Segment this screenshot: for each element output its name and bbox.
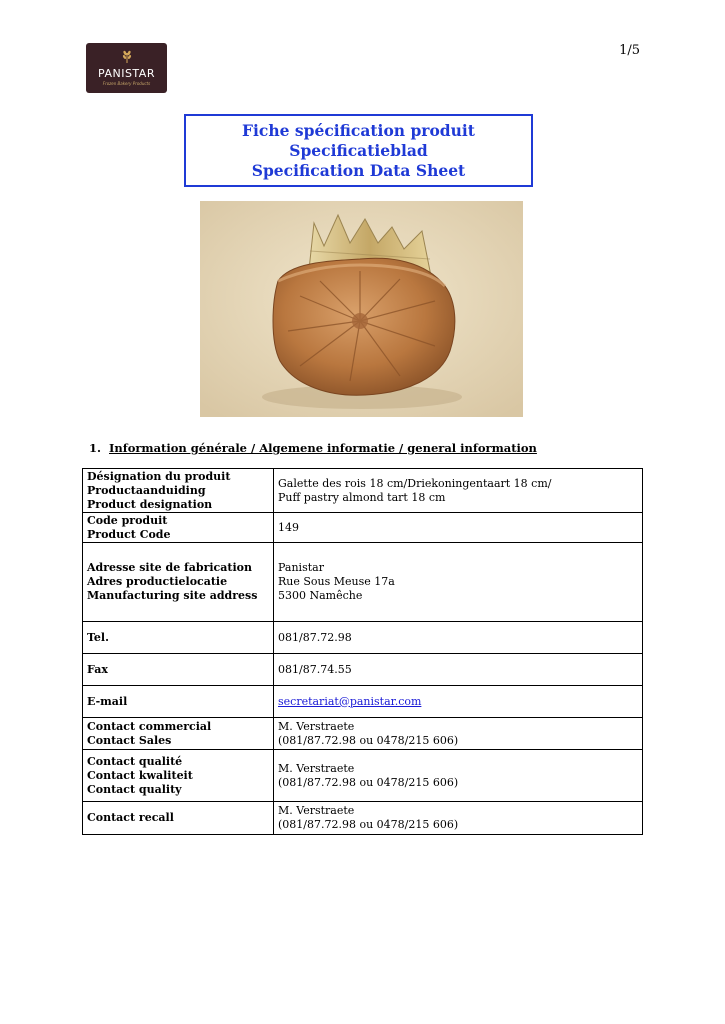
table-row xyxy=(83,513,643,543)
value-line: M. Verstraete xyxy=(278,761,355,775)
row-value xyxy=(274,469,643,513)
label-line: Contact qualité xyxy=(87,754,183,768)
row-value xyxy=(274,802,643,835)
table-row xyxy=(83,622,643,654)
row-value xyxy=(274,622,643,654)
wheat-icon xyxy=(121,49,133,63)
table-row xyxy=(83,654,643,686)
page-number: 1/5 xyxy=(619,43,640,58)
logo-name: PANISTAR xyxy=(98,67,155,80)
value-line: Galette des rois 18 cm/Driekoningentaart 18 cm/ xyxy=(278,476,552,490)
value-line: M. Verstraete xyxy=(278,719,355,733)
table-row xyxy=(83,802,643,835)
value-line: M. Verstraete xyxy=(278,804,355,817)
row-label xyxy=(83,802,274,835)
row-label xyxy=(83,750,274,802)
row-value xyxy=(274,750,643,802)
row-label xyxy=(83,686,274,718)
value-line: Puff pastry almond tart 18 cm xyxy=(278,490,446,504)
row-label xyxy=(83,513,274,543)
section-number: 1. xyxy=(89,441,102,455)
value-line: Panistar xyxy=(278,561,324,574)
label-line: Fax xyxy=(87,662,108,676)
row-value xyxy=(274,513,643,543)
row-label xyxy=(83,718,274,750)
row-value xyxy=(274,686,643,718)
label-line: Contact kwaliteit xyxy=(87,768,193,782)
row-label xyxy=(83,469,274,513)
label-line: Désignation du produit xyxy=(87,469,231,483)
title-dutch: Specificatieblad xyxy=(289,141,428,160)
label-line: Contact quality xyxy=(87,782,182,796)
label-line: Contact recall xyxy=(87,811,174,824)
row-value xyxy=(274,543,643,622)
label-line: Contact Sales xyxy=(87,733,172,747)
label-line: Adres productielocatie xyxy=(87,575,228,588)
email-link[interactable]: secretariat@panistar.com xyxy=(278,694,422,708)
product-photo xyxy=(200,201,523,417)
label-line: Tel. xyxy=(87,630,109,644)
table-row xyxy=(83,543,643,622)
value-line: 149 xyxy=(278,520,299,534)
label-line: Contact commercial xyxy=(87,719,212,733)
label-line: Adresse site de fabrication xyxy=(87,561,252,574)
table-row xyxy=(83,469,643,513)
logo-tagline: Frozen Bakery Products xyxy=(102,81,151,86)
value-line: (081/87.72.98 ou 0478/215 606) xyxy=(278,775,459,789)
galette-image xyxy=(200,201,523,417)
value-line: (081/87.72.98 ou 0478/215 606) xyxy=(278,818,459,831)
label-line: Product designation xyxy=(87,497,213,511)
section-title: Information générale / Algemene informatie / general information xyxy=(109,441,537,455)
title-french: Fiche spécification produit xyxy=(242,121,475,140)
label-line: Manufacturing site address xyxy=(87,589,258,602)
value-line: Rue Sous Meuse 17a xyxy=(278,575,395,588)
row-label xyxy=(83,622,274,654)
title-english: Specification Data Sheet xyxy=(251,161,466,180)
row-value xyxy=(274,718,643,750)
row-label xyxy=(83,654,274,686)
value-line: 5300 Namêche xyxy=(278,589,363,602)
row-label xyxy=(83,543,274,622)
table-row xyxy=(83,750,643,802)
panistar-logo xyxy=(86,43,167,93)
label-line: Productaanduiding xyxy=(87,483,206,497)
label-line: Code produit xyxy=(87,513,168,527)
label-line: Product Code xyxy=(87,527,171,541)
row-value xyxy=(274,654,643,686)
title-box xyxy=(184,114,533,187)
general-information-table xyxy=(82,468,643,835)
label-line: E-mail xyxy=(87,694,128,708)
section-1-heading xyxy=(89,441,537,455)
table-row xyxy=(83,718,643,750)
value-line: 081/87.72.98 xyxy=(278,630,352,644)
value-line: (081/87.72.98 ou 0478/215 606) xyxy=(278,733,459,747)
value-line: 081/87.74.55 xyxy=(278,662,352,676)
table-row xyxy=(83,686,643,718)
